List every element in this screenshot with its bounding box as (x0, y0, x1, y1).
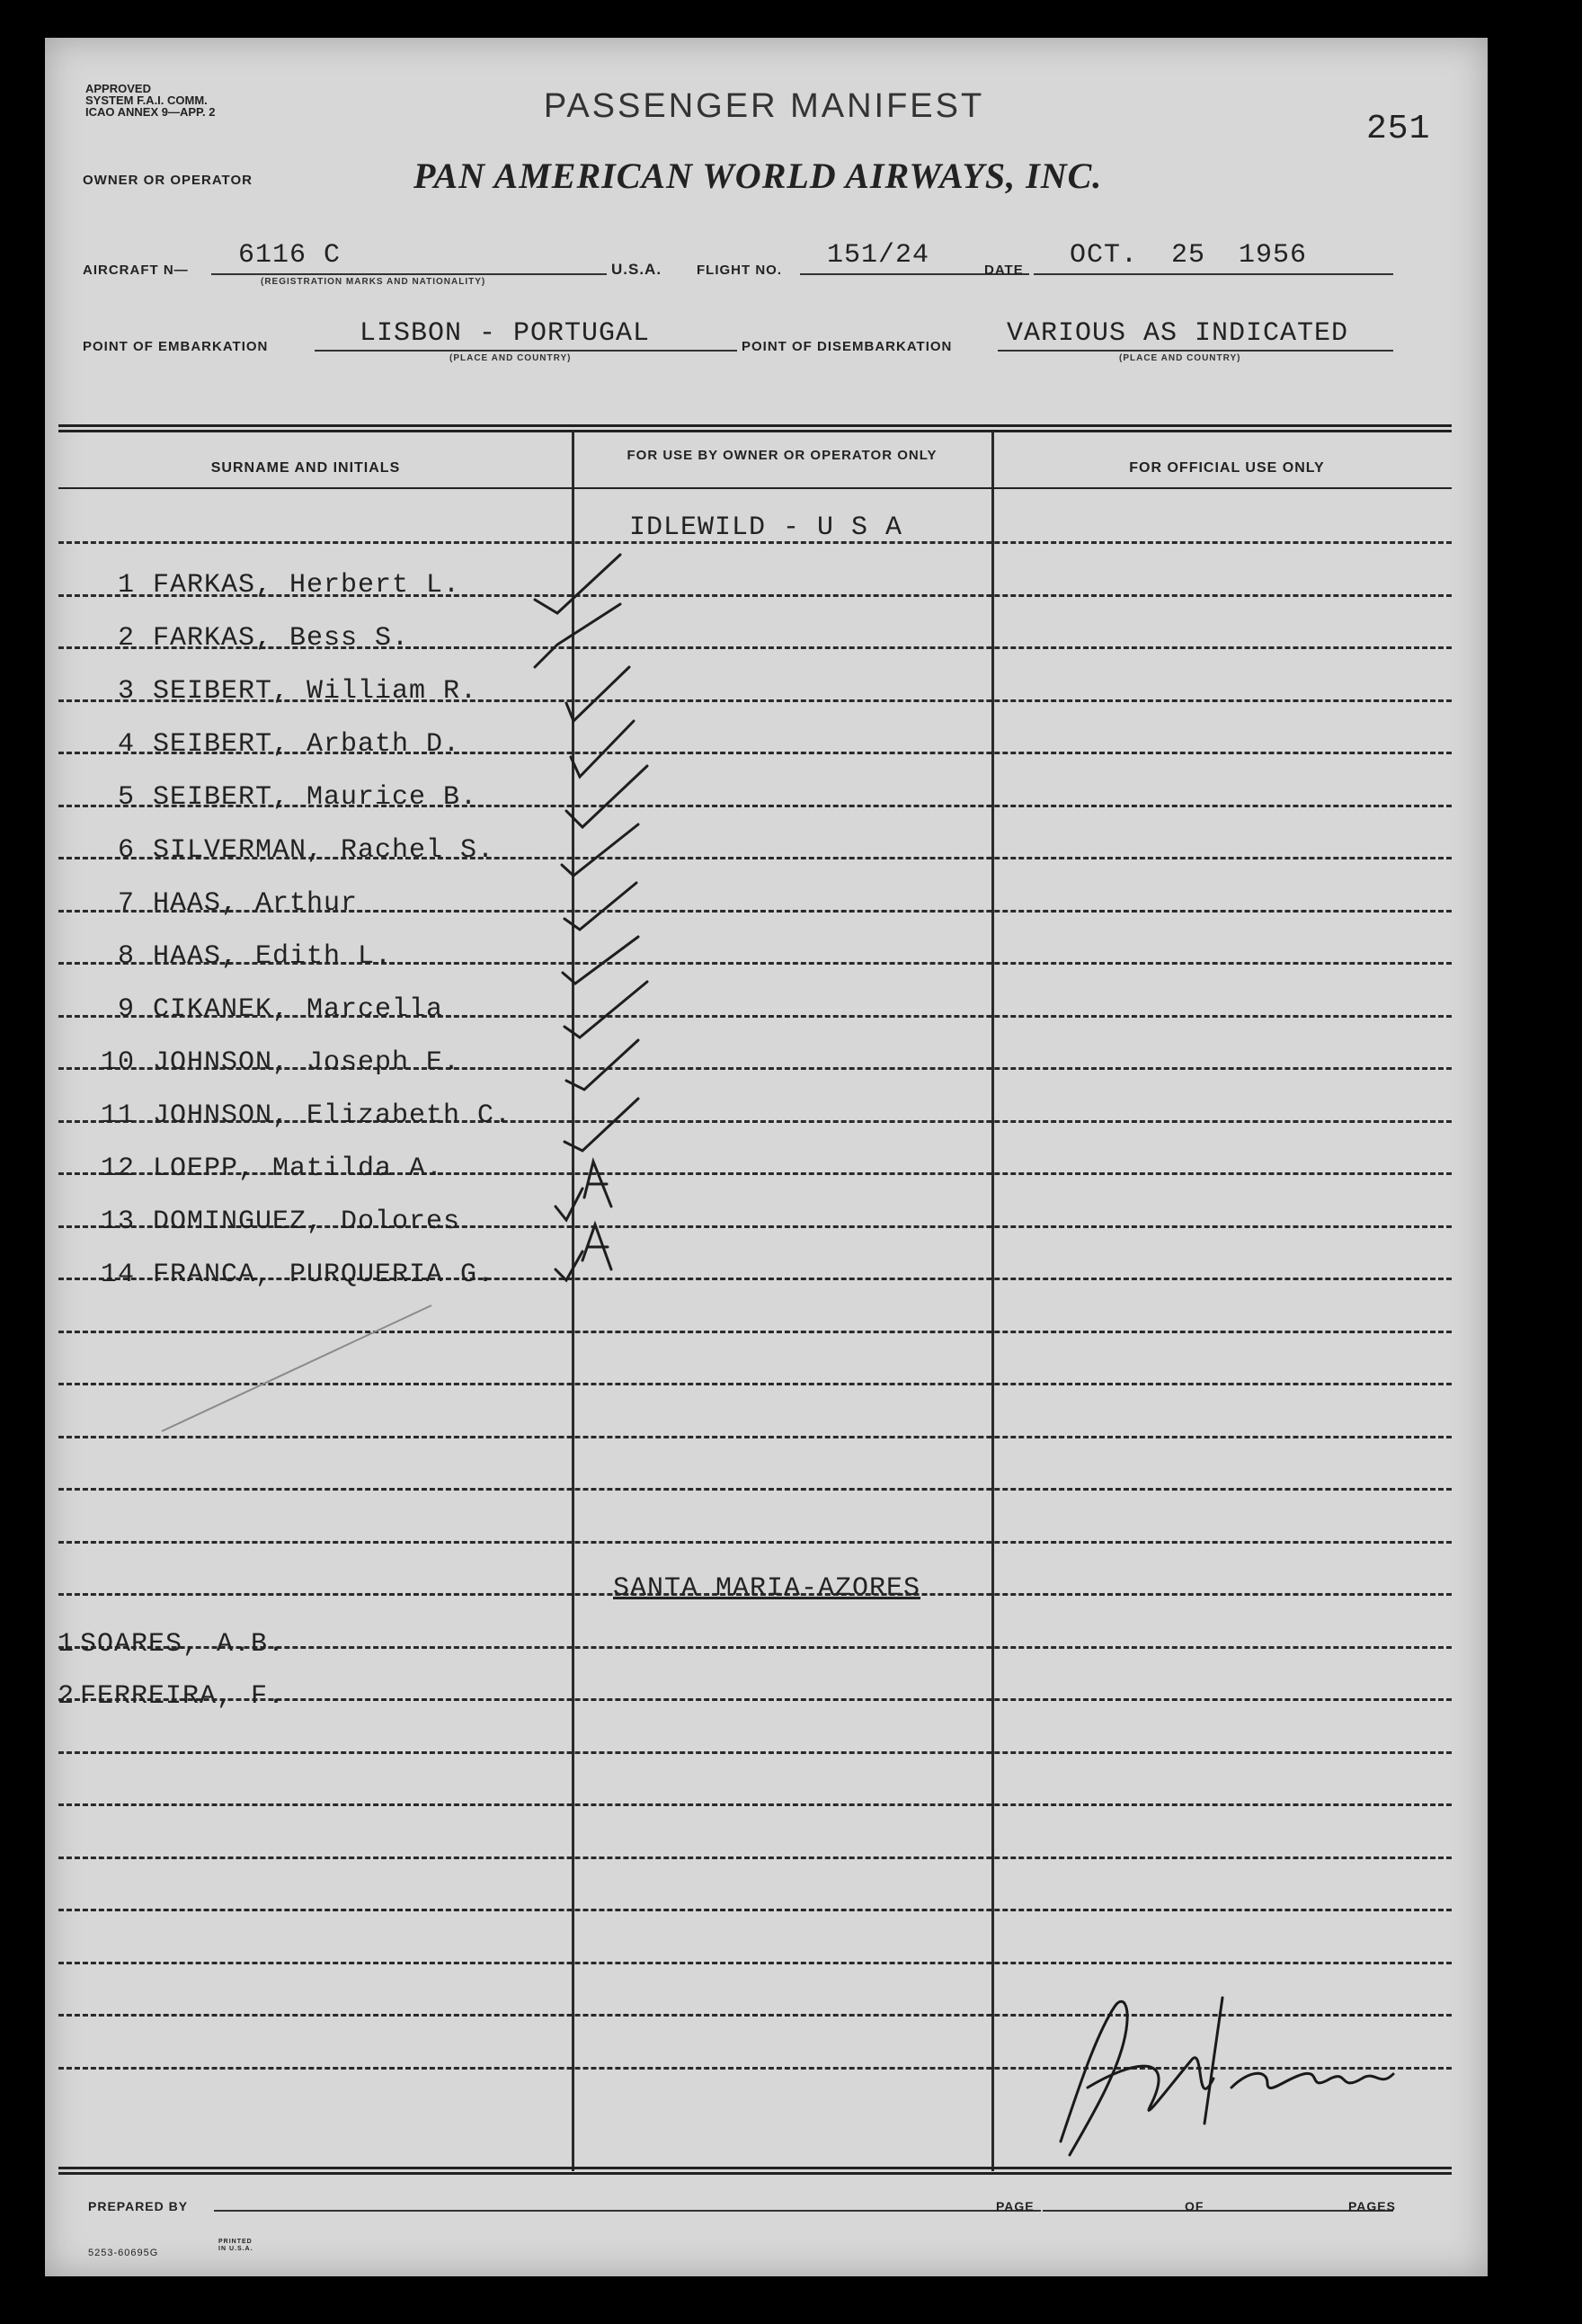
printed-mark: PRINTED IN U.S.A. (218, 2239, 253, 2252)
ruled-line (58, 1751, 1452, 1754)
prepared-label: PREPARED BY (88, 2199, 189, 2213)
approval-line-2: SYSTEM F.A.I. COMM. (85, 93, 208, 107)
section-destination-1: IDLEWILD - U S A (629, 512, 903, 543)
disembark-place: VARIOUS AS INDICATED (1007, 318, 1349, 349)
date-label: DATE (984, 263, 1024, 278)
list-item: 9 CIKANEK, Marcella (117, 994, 444, 1025)
list-item: 7 HAAS, Arthur (117, 888, 359, 919)
list-item: 14 FRANCA, PURQUERIA G. (100, 1260, 495, 1290)
approval-line-1: APPROVED (85, 82, 151, 95)
list-item: 10 JOHNSON, Joseph E. (100, 1047, 461, 1078)
embark-sub: (PLACE AND COUNTRY) (449, 353, 572, 363)
list-item: 8 HAAS, Edith L. (117, 941, 393, 972)
officer-signature (998, 1980, 1429, 2168)
embark-place: LISBON - PORTUGAL (360, 318, 651, 349)
page-number: 251 (1366, 110, 1431, 148)
ruled-line (58, 1541, 1452, 1544)
disembark-sub: (PLACE AND COUNTRY) (1119, 353, 1241, 363)
section-destination-2: SANTA MARIA-AZORES (613, 1573, 921, 1604)
stray-pen-mark (153, 1296, 440, 1440)
ruled-line (58, 1857, 1452, 1859)
list-item: 5 SEIBERT, Maurice B. (117, 782, 478, 813)
approval-stamp (85, 83, 216, 118)
pages-label: PAGES (1348, 2199, 1396, 2213)
list-item: 1 FARKAS, Herbert L. (117, 570, 461, 601)
ruled-line (58, 1909, 1452, 1911)
list-item: 1 SOARES, A.B. (58, 1629, 286, 1660)
flight-number: 151/24 (827, 240, 930, 271)
ruled-line (58, 1803, 1452, 1806)
ruled-line (58, 1488, 1452, 1491)
list-item: 4 SEIBERT, Arbath D. (117, 729, 461, 760)
list-item: 13 DOMINGUEZ, Dolores (100, 1207, 461, 1237)
aircraft-reg: 6116 C (238, 240, 342, 271)
aircraft-sub: (REGISTRATION MARKS AND NATIONALITY) (261, 277, 486, 287)
page-label: PAGE (996, 2199, 1035, 2213)
list-item: 6 SILVERMAN, Rachel S. (117, 835, 495, 866)
col-head-official: FOR OFFICIAL USE ONLY (1129, 460, 1325, 476)
aircraft-label: AIRCRAFT N— (83, 263, 189, 278)
embark-label: POINT OF EMBARKATION (83, 339, 269, 354)
owner-name: PAN AMERICAN WORLD AIRWAYS, INC. (413, 156, 1103, 196)
list-item: 2 FARKAS, Bess S. (117, 623, 410, 654)
list-item: 11 JOHNSON, Elizabeth C. (100, 1100, 512, 1131)
of-label: OF (1185, 2199, 1204, 2213)
flight-label: FLIGHT NO. (697, 263, 782, 278)
ruled-line (58, 1962, 1452, 1964)
flight-date: OCT. 25 1956 (1070, 240, 1308, 271)
approval-line-3: ICAO ANNEX 9—APP. 2 (85, 105, 216, 119)
owner-label: OWNER OR OPERATOR (83, 173, 253, 188)
col-head-operator: FOR USE BY OWNER OR OPERATOR ONLY (627, 448, 938, 463)
list-item: 2 FERREIRA, F. (58, 1681, 286, 1712)
check-marks (530, 541, 710, 1332)
manifest-page (45, 38, 1488, 2276)
list-item: 3 SEIBERT, William R. (117, 676, 478, 707)
list-item: 12 LOEPP, Matilda A. (100, 1153, 444, 1184)
disembark-label: POINT OF DISEMBARKATION (742, 339, 953, 354)
page-title: PASSENGER MANIFEST (543, 87, 985, 125)
col-head-names: SURNAME AND INITIALS (210, 460, 401, 476)
form-number: 5253-60695G (88, 2248, 159, 2258)
country-label: U.S.A. (611, 261, 662, 278)
